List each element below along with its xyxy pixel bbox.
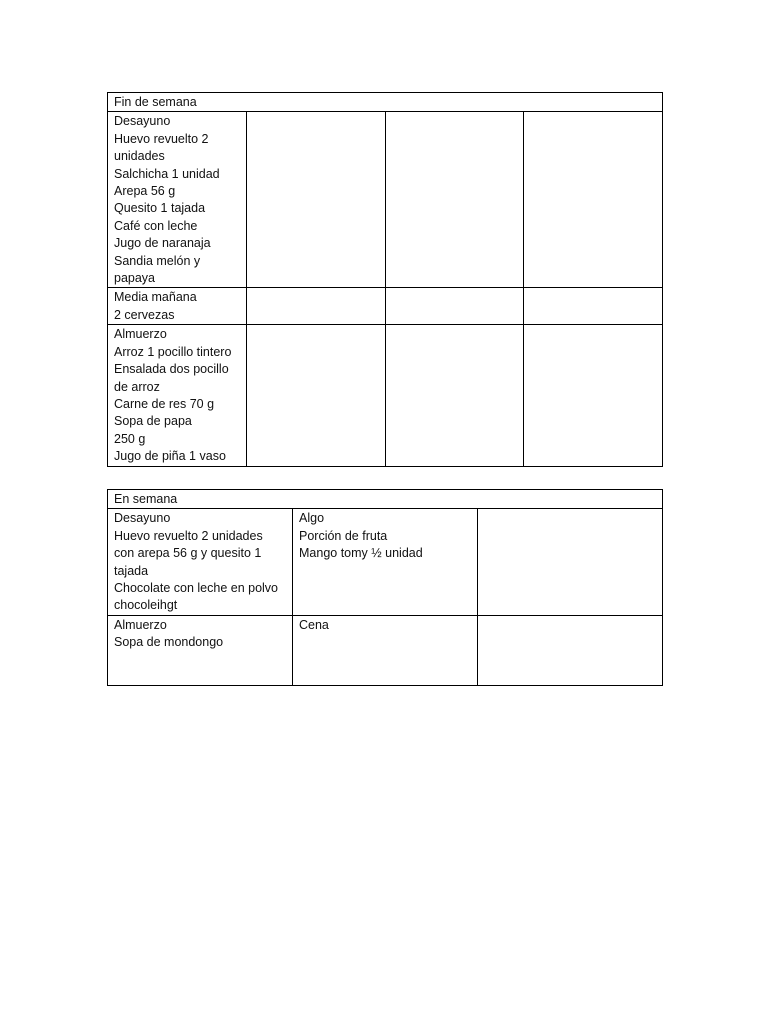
weekend-row-breakfast [108, 112, 663, 288]
weekday-row-1 [108, 509, 663, 615]
weekday-meal-table [107, 489, 663, 686]
empty-cell [386, 288, 524, 325]
weekday-breakfast-cell: Desayuno Huevo revuelto 2 unidades con arepa 56 g y quesito 1 tajada Chocolate con leche en polvo chocoleihgt [108, 509, 293, 615]
weekend-midmorning-cell: Media mañana 2 cervezas [108, 288, 247, 325]
empty-cell [524, 288, 663, 325]
empty-cell [247, 325, 386, 466]
weekend-lunch-cell: Almuerzo Arroz 1 pocillo tintero Ensalada dos pocillo de arroz Carne de res 70 g Sopa de papa 250 g Jugo de piña 1 vaso [108, 325, 247, 466]
weekend-row-lunch [108, 325, 663, 466]
empty-cell [247, 288, 386, 325]
weekend-breakfast-cell: Desayuno Huevo revuelto 2 unidades Salchicha 1 unidad Arepa 56 g Quesito 1 tajada Café con leche Jugo de naranaja Sandia melón y papaya [108, 112, 247, 288]
empty-cell [386, 325, 524, 466]
empty-cell [247, 112, 386, 288]
empty-cell [524, 325, 663, 466]
weekday-lunch-cell: Almuerzo Sopa de mondongo [108, 615, 293, 685]
weekday-snack-cell: Algo Porción de fruta Mango tomy ½ unidad [293, 509, 478, 615]
empty-cell [478, 509, 663, 615]
empty-cell [478, 615, 663, 685]
empty-cell [386, 112, 524, 288]
weekday-row-2 [108, 615, 663, 685]
weekend-meal-table [107, 92, 663, 467]
weekend-table-title: Fin de semana [108, 93, 663, 112]
weekend-title-row [108, 93, 663, 112]
empty-cell [524, 112, 663, 288]
weekday-dinner-cell: Cena [293, 615, 478, 685]
weekday-title-row [108, 490, 663, 509]
weekend-row-midmorning [108, 288, 663, 325]
weekday-table-title: En semana [108, 490, 663, 509]
